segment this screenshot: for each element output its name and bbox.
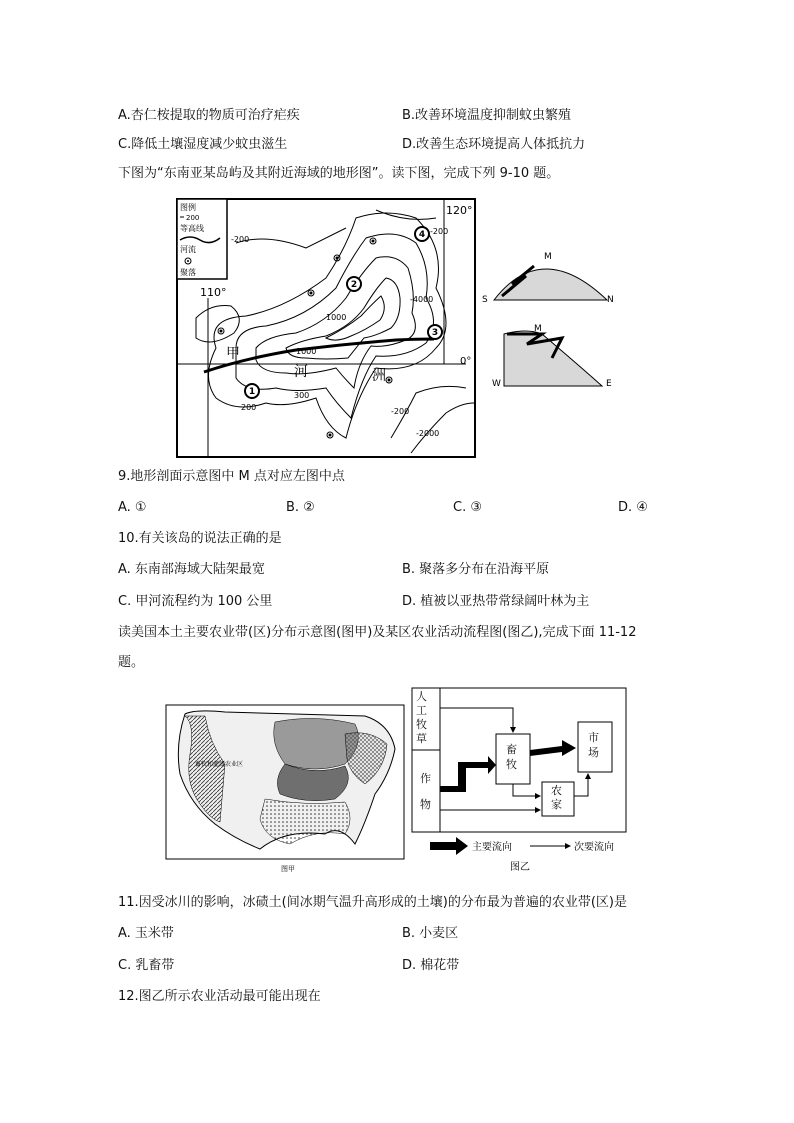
label-farmer: 农家 — [551, 784, 562, 811]
svg-text:-4000: -4000 — [410, 295, 434, 304]
us-agriculture-map — [165, 704, 405, 876]
label-crop: 作物 — [420, 772, 431, 811]
region-label-ranching: 畜牧和灌溉农业区 — [195, 761, 244, 768]
terrain-profiles — [482, 248, 622, 388]
q11-option-a: A. 玉米带 — [118, 926, 174, 941]
q9-option-c: C. ③ — [453, 500, 482, 515]
svg-text:1: 1 — [248, 387, 256, 397]
lon-120-label: 120° — [446, 204, 473, 217]
q10-option-c: C. 甲河流程约为 100 公里 — [118, 594, 273, 609]
figure-yi-caption: 图乙 — [510, 862, 530, 873]
profile-sn — [482, 252, 614, 305]
lon-110-label: 110° — [200, 286, 227, 299]
svg-text:3: 3 — [431, 328, 439, 338]
q8-option-b: B.改善环境温度抑制蚊虫繁殖 — [402, 108, 572, 123]
q9-option-b: B. ② — [286, 500, 315, 515]
legend-contour-value: 200 — [186, 214, 200, 222]
q8-option-d: D.改善生态环境提高人体抵抗力 — [402, 137, 586, 152]
intro-11-12-line1: 读美国本土主要农业带(区)分布示意图(图甲)及某区农业活动流程图(图乙),完成下面 11-12 — [118, 625, 637, 640]
svg-text:200: 200 — [241, 403, 257, 412]
svg-text:M: M — [544, 252, 552, 262]
q11-option-b: B. 小麦区 — [402, 926, 459, 941]
q8-option-c: C.降低土壤湿度减少蚊虫滋生 — [118, 137, 288, 152]
svg-text:S: S — [482, 295, 488, 305]
legend-settlement-label: 聚落 — [180, 268, 196, 277]
agriculture-flow-chart — [410, 686, 630, 876]
q12-stem: 12.图乙所示农业活动最可能出现在 — [118, 989, 321, 1004]
svg-text:2: 2 — [350, 280, 358, 290]
label-zhou: 洲 — [372, 368, 386, 384]
legend-settlement-symbol — [187, 260, 189, 262]
label-market: 市场 — [588, 731, 599, 759]
label-jia: 甲 — [226, 346, 240, 362]
label-artificial-pasture: 人工牧草 — [416, 690, 427, 745]
svg-text:E: E — [606, 379, 612, 388]
legend-title: 图例 — [180, 203, 196, 212]
svg-text:-200: -200 — [391, 407, 410, 416]
q11-stem: 11.因受冰川的影响，冰碛土(间冰期气温升高形成的土壤)的分布最为普遍的农业带(区)是 — [118, 895, 627, 910]
svg-text:N: N — [607, 295, 614, 305]
q11-option-c: C. 乳畜带 — [118, 958, 175, 973]
profile-we — [492, 324, 612, 388]
svg-text:4: 4 — [418, 230, 426, 240]
q10-option-b: B. 聚落多分布在沿海平原 — [402, 562, 550, 577]
q8-option-a: A.杏仁桉提取的物质可治疗疟疾 — [118, 108, 300, 123]
svg-text:M: M — [534, 324, 542, 334]
svg-text:W: W — [492, 379, 501, 388]
label-livestock: 畜牧 — [506, 743, 517, 771]
q10-stem: 10.有关该岛的说法正确的是 — [118, 531, 282, 546]
legend-minor-label: 次要流向 — [574, 842, 614, 853]
q11-option-d: D. 棉花带 — [402, 958, 460, 973]
legend-main-arrow — [430, 837, 468, 855]
intro-11-12-line2: 题。 — [118, 655, 145, 670]
label-he: 河 — [294, 364, 308, 380]
q10-option-d: D. 植被以亚热带常绿阔叶林为主 — [402, 594, 590, 609]
q9-stem: 9.地形剖面示意图中 M 点对应左图中点 — [118, 469, 345, 484]
svg-text:-200: -200 — [231, 235, 250, 244]
q9-option-a: A. ① — [118, 500, 147, 515]
svg-text:1000: 1000 — [326, 313, 347, 322]
svg-text:1000: 1000 — [296, 347, 317, 356]
svg-text:-200: -200 — [430, 227, 449, 236]
q9-option-d: D. ④ — [618, 500, 648, 515]
legend-river-label: 河流 — [180, 245, 196, 254]
map-legend — [177, 199, 227, 279]
lat-0-label: 0° — [460, 356, 472, 367]
legend-main-label: 主要流向 — [472, 842, 512, 853]
svg-text:300: 300 — [294, 391, 310, 400]
island-topographic-map — [176, 198, 476, 458]
legend-contour-label: 等高线 — [180, 224, 204, 233]
svg-text:-2000: -2000 — [416, 429, 440, 438]
intro-9-10: 下图为“东南亚某岛屿及其附近海域的地形图”。读下图，完成下列 9-10 题。 — [118, 166, 560, 181]
figure-jia-caption: 图甲 — [281, 865, 295, 873]
q10-option-a: A. 东南部海域大陆架最宽 — [118, 562, 265, 577]
